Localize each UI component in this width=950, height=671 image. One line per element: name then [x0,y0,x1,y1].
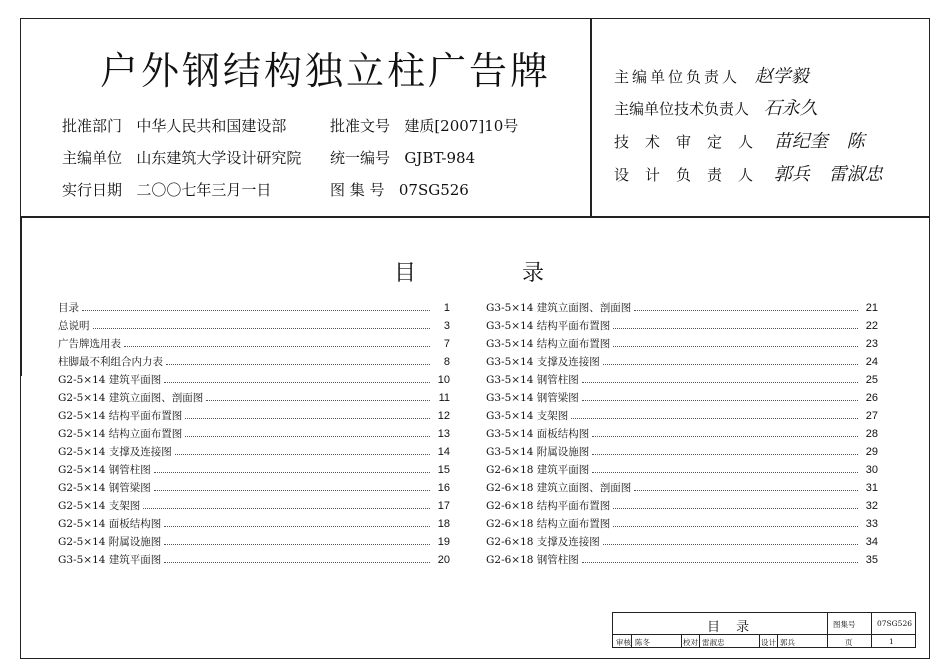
toc-leader-dots [582,551,858,563]
toc-entry-title: G2-6×18 建筑平面图 [486,464,590,476]
toc-entry[interactable] [486,479,878,497]
toc-leader-dots [154,479,430,491]
meta-unified-no [330,147,475,168]
meta-label: 统一编号 [330,149,391,167]
meta-value: 中华人民共和国建设部 [136,117,287,135]
toc-entry-title: 柱脚最不利组合内力表 [58,356,163,368]
toc-entry-title: G3-5×14 面板结构图 [486,428,590,440]
toc-entry[interactable] [486,533,878,551]
toc-entry-title: G2-6×18 结构立面布置图 [486,518,611,530]
signatory-role: 技术审定人 [614,133,770,151]
toc-entry[interactable] [486,353,878,371]
toc-entry[interactable] [58,299,450,317]
design-name: 郭兵 [780,638,795,647]
toc-entry-title: G2-6×18 结构平面布置图 [486,500,611,512]
toc-leader-dots [634,479,858,491]
toc-entry-title: G3-5×14 支架图 [486,410,569,422]
title-block [612,612,916,648]
toc-entry[interactable] [58,389,450,407]
toc-leader-dots [613,497,858,509]
signatory-row [614,94,818,120]
toc-entry-page: 3 [443,320,450,332]
toc-entry[interactable] [486,443,878,461]
toc-entry[interactable] [58,443,450,461]
meta-approval-dept [62,115,286,136]
toc-leader-dots [603,533,858,545]
toc-entry-page: 25 [865,374,878,386]
toc-leader-dots [613,515,858,527]
toc-left-column [58,299,450,569]
atlas-number: 07SG526 [877,619,912,628]
toc-entry-page: 16 [437,482,450,494]
toc-entry[interactable] [486,515,878,533]
toc-entry-title: G2-5×14 钢管柱图 [58,464,151,476]
toc-entry-title: G2-5×14 支架图 [58,500,141,512]
meta-atlas-no [330,179,469,200]
toc-leader-dots [124,335,430,347]
toc-entry-title: G3-5×14 建筑平面图 [58,554,162,566]
meta-approval-no [330,115,518,136]
toc-entry-page: 27 [865,410,878,422]
signature: 赵学毅 [754,66,809,87]
toc-entry-page: 29 [865,446,878,458]
toc-entry-page: 23 [865,338,878,350]
toc-leader-dots [613,335,858,347]
signatory-role: 设计负责人 [614,166,770,184]
meta-value: 建质[2007]10号 [404,117,519,135]
toc-entry[interactable] [486,317,878,335]
toc-leader-dots [143,497,430,509]
toc-entry-page: 32 [865,500,878,512]
toc-entry-title: G3-5×14 建筑立面图、剖面图 [486,302,632,314]
toc-entry[interactable] [58,533,450,551]
meta-label: 批准部门 [62,117,123,135]
page-number: 1 [889,637,894,646]
toc-leader-dots [571,407,858,419]
toc-entry-page: 20 [437,554,450,566]
signatory-row [614,160,883,186]
toc-entry[interactable] [58,497,450,515]
toc-entry-title: 广告牌选用表 [58,338,121,350]
toc-entry-page: 28 [865,428,878,440]
toc-entry-page: 21 [865,302,878,314]
toc-entry-title: G2-5×14 钢管梁图 [58,482,151,494]
toc-right-column [486,299,878,569]
left-margin-stub [20,216,22,376]
toc-heading-left: 目 [394,261,417,286]
design-label: 设计 [761,638,776,647]
toc-entry-title: G2-6×18 支撑及连接图 [486,536,600,548]
meta-value: 07SG526 [398,181,469,199]
toc-entry-title: G3-5×14 钢管梁图 [486,392,579,404]
toc-entry-page: 24 [865,356,878,368]
toc-entry-page: 33 [865,518,878,530]
toc-entry-title: G2-5×14 附属设施图 [58,536,162,548]
toc-entry-title: G2-6×18 钢管柱图 [486,554,579,566]
meta-label: 图 集 号 [330,181,385,199]
signature: 苗纪奎 [773,131,828,152]
toc-leader-dots [166,353,430,365]
toc-leader-dots [185,425,430,437]
page-label: 页 [845,638,853,647]
toc-entry-page: 10 [437,374,450,386]
signature: 雷淑忠 [828,164,883,185]
meta-value: 山东建筑大学设计研究院 [136,149,302,167]
toc-entry-title: G2-5×14 建筑平面图 [58,374,162,386]
toc-entry-page: 17 [437,500,450,512]
meta-label: 批准文号 [330,117,391,135]
toc-entry-title: G2-5×14 支撑及连接图 [58,446,172,458]
meta-editor-unit [62,147,301,168]
toc-entry-page: 22 [865,320,878,332]
toc-entry-page: 14 [437,446,450,458]
toc-entry[interactable] [58,479,450,497]
meta-value: 二〇〇七年三月一日 [136,181,272,199]
toc-entry-page: 13 [437,428,450,440]
toc-entry[interactable] [58,335,450,353]
toc-entry-page: 31 [865,482,878,494]
toc-leader-dots [185,407,430,419]
toc-entry[interactable] [486,497,878,515]
check-label: 校对 [683,638,698,647]
meta-effective-date [62,179,271,200]
toc-leader-dots [592,461,858,473]
header-vertical-divider [590,18,592,217]
toc-entry-title: 总说明 [58,320,90,332]
toc-entry[interactable] [486,299,878,317]
toc-leader-dots [154,461,430,473]
signatory-row [614,127,865,153]
header-divider [20,216,930,218]
signatory-role: 主编单位负责人 [614,68,741,86]
toc-entry[interactable] [486,461,878,479]
signatory-role: 主编单位技术负责人 [614,100,750,118]
review-name: 陈冬 [635,638,650,647]
signature: 郭兵 [773,164,810,185]
toc-entry-title: G3-5×14 结构立面布置图 [486,338,611,350]
toc-entry[interactable] [58,407,450,425]
toc-entry[interactable] [486,371,878,389]
meta-label: 实行日期 [62,181,123,199]
toc-leader-dots [164,515,430,527]
toc-entry-title: G2-5×14 建筑立面图、剖面图 [58,392,204,404]
toc-entry[interactable] [58,317,450,335]
toc-entry-title: G2-5×14 结构立面布置图 [58,428,183,440]
document-title: 户外钢结构独立柱广告牌 [100,49,552,93]
toc-leader-dots [164,551,430,563]
toc-leader-dots [175,443,430,455]
meta-value: GJBT-984 [404,149,476,167]
toc-entry[interactable] [58,425,450,443]
toc-leader-dots [582,371,858,383]
signatory-row [614,62,809,88]
toc-entry[interactable] [486,335,878,353]
toc-entry-page: 15 [437,464,450,476]
toc-entry-title: 目录 [58,302,79,314]
toc-entry-page: 26 [865,392,878,404]
toc-entry-page: 8 [443,356,450,368]
toc-entry-page: 11 [438,392,450,404]
toc-leader-dots [82,299,430,311]
toc-heading-right: 录 [522,261,545,286]
toc-entry-page: 34 [865,536,878,548]
toc-entry-page: 7 [443,338,450,350]
toc-leader-dots [592,443,858,455]
toc-entry[interactable] [486,551,878,569]
toc-entry-page: 1 [443,302,450,314]
toc-entry-page: 35 [865,554,878,566]
toc-leader-dots [206,389,430,401]
toc-leader-dots [603,353,858,365]
toc-entry-title: G2-5×14 面板结构图 [58,518,162,530]
toc-leader-dots [164,533,430,545]
review-label: 审核 [616,638,631,647]
toc-entry-title: G3-5×14 钢管柱图 [486,374,579,386]
toc-entry-page: 19 [437,536,450,548]
signature: 石永久 [763,98,818,119]
toc-entry-page: 18 [437,518,450,530]
toc-leader-dots [634,299,858,311]
toc-entry[interactable] [58,371,450,389]
toc-entry-title: G3-5×14 附属设施图 [486,446,590,458]
toc-entry-title: G3-5×14 支撑及连接图 [486,356,600,368]
toc-leader-dots [613,317,858,329]
signature: 陈 [846,131,865,152]
toc-leader-dots [164,371,430,383]
toc-entry-title: G2-5×14 结构平面布置图 [58,410,183,422]
toc-entry-page: 30 [865,464,878,476]
toc-entry[interactable] [58,353,450,371]
toc-entry[interactable] [58,461,450,479]
toc-leader-dots [592,425,858,437]
sheet-title: 目 录 [707,620,756,635]
toc-entry[interactable] [486,425,878,443]
meta-label: 主编单位 [62,149,123,167]
toc-entry-page: 12 [437,410,450,422]
toc-leader-dots [93,317,431,329]
toc-entry[interactable] [486,407,878,425]
toc-leader-dots [582,389,858,401]
toc-entry[interactable] [486,389,878,407]
toc-entry[interactable] [58,551,450,569]
atlas-label: 图集号 [833,620,856,629]
toc-entry-title: G2-6×18 建筑立面图、剖面图 [486,482,632,494]
toc-entry[interactable] [58,515,450,533]
toc-entry-title: G3-5×14 结构平面布置图 [486,320,611,332]
check-name: 雷淑忠 [702,638,725,647]
